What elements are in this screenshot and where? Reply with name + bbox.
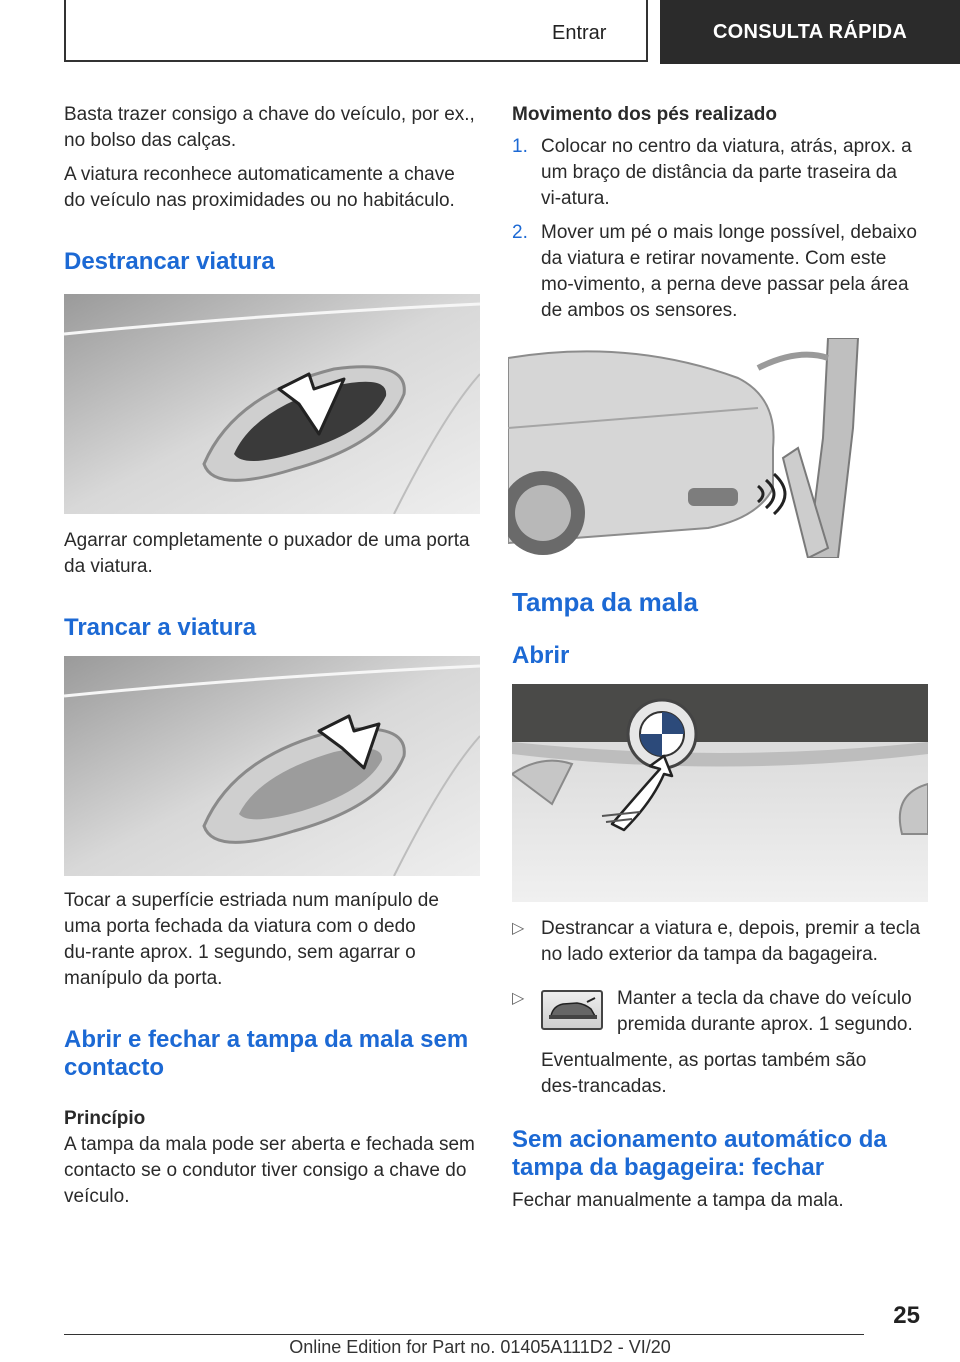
- left-column: [64, 102, 480, 1210]
- door-handle-unlock-image: [64, 294, 480, 514]
- contactless-heading: Abrir e fechar a tampa da mala sem contacto: [64, 1026, 469, 1081]
- unlock-text: Agarrar completamente o puxador de uma porta da viatura.: [64, 530, 470, 577]
- principle-heading: Princípio: [64, 1108, 146, 1129]
- bullet-item: [512, 916, 928, 968]
- trunk-button-image: [512, 684, 928, 902]
- car-trunk-icon: [541, 990, 603, 1030]
- auto-text: Fechar manualmente a tampa da mala.: [512, 1190, 844, 1211]
- page-number: 25: [893, 1302, 920, 1329]
- step-number: 1.: [512, 136, 528, 157]
- step-number: 2.: [512, 222, 528, 243]
- footer-divider: [64, 1334, 864, 1335]
- bullet-text: Destrancar a viatura e, depois, premir a tecla no lado exterior da tampa da bagageira.: [541, 918, 921, 965]
- movement-steps: [512, 134, 928, 324]
- unlock-heading: Destrancar viatura: [64, 248, 275, 275]
- lock-heading: Trancar a viatura: [64, 614, 257, 641]
- bullet-text: Manter a tecla da chave do veículo premida durante aprox. 1 segundo.: [617, 988, 913, 1035]
- bullet-triangle-icon: ▷: [512, 920, 525, 937]
- bullet-note: Eventualmente, as portas também são des‑trancadas.: [541, 1050, 867, 1097]
- open-heading: Abrir: [512, 642, 570, 669]
- right-column: [512, 102, 928, 1214]
- footer-edition: Online Edition for Part no. 01405A111D2 - VI/20: [289, 1337, 671, 1357]
- step-item: [512, 134, 928, 212]
- page-header: [64, 0, 960, 64]
- movement-heading: Movimento dos pés realizado: [512, 104, 777, 125]
- bullet-item: [512, 986, 928, 1100]
- bullet-triangle-icon: ▷: [512, 990, 525, 1007]
- intro-text-2: A viatura reconhece automaticamente a chave do veículo nas proximidades ou no habitáculo.: [64, 164, 455, 211]
- key-fob-row: [541, 986, 928, 1038]
- step-text: Mover um pé o mais longe possível, debaixo da viatura e retirar novamente. Com este mo‑vimento, a perna deve passar pela área de ambos os sensores.: [541, 222, 917, 321]
- header-section: Entrar: [552, 22, 607, 44]
- trunk-heading: Tampa da mala: [512, 587, 698, 617]
- header-tab: CONSULTA RÁPIDA: [660, 0, 960, 64]
- step-item: [512, 220, 928, 324]
- open-bullets: [512, 916, 928, 1100]
- step-text: Colocar no centro da viatura, atrás, aprox. a um braço de distância da parte traseira da vi‑atura.: [541, 136, 912, 209]
- auto-heading: Sem acionamento automático da tampa da bagageira: fechar: [512, 1126, 887, 1181]
- door-handle-lock-image: [64, 656, 480, 876]
- intro-text-1: Basta trazer consigo a chave do veículo, por ex., no bolso das calças.: [64, 104, 475, 151]
- lock-text: Tocar a superfície estriada num manípulo de uma porta fechada da viatura com o dedo du‑rante aprox. 1 segundo, sem agarrar o manípulo da porta.: [64, 890, 439, 989]
- principle-text: A tampa da mala pode ser aberta e fechada sem contacto se o condutor tiver consigo a chave do veículo.: [64, 1134, 475, 1207]
- foot-movement-image: [508, 338, 860, 558]
